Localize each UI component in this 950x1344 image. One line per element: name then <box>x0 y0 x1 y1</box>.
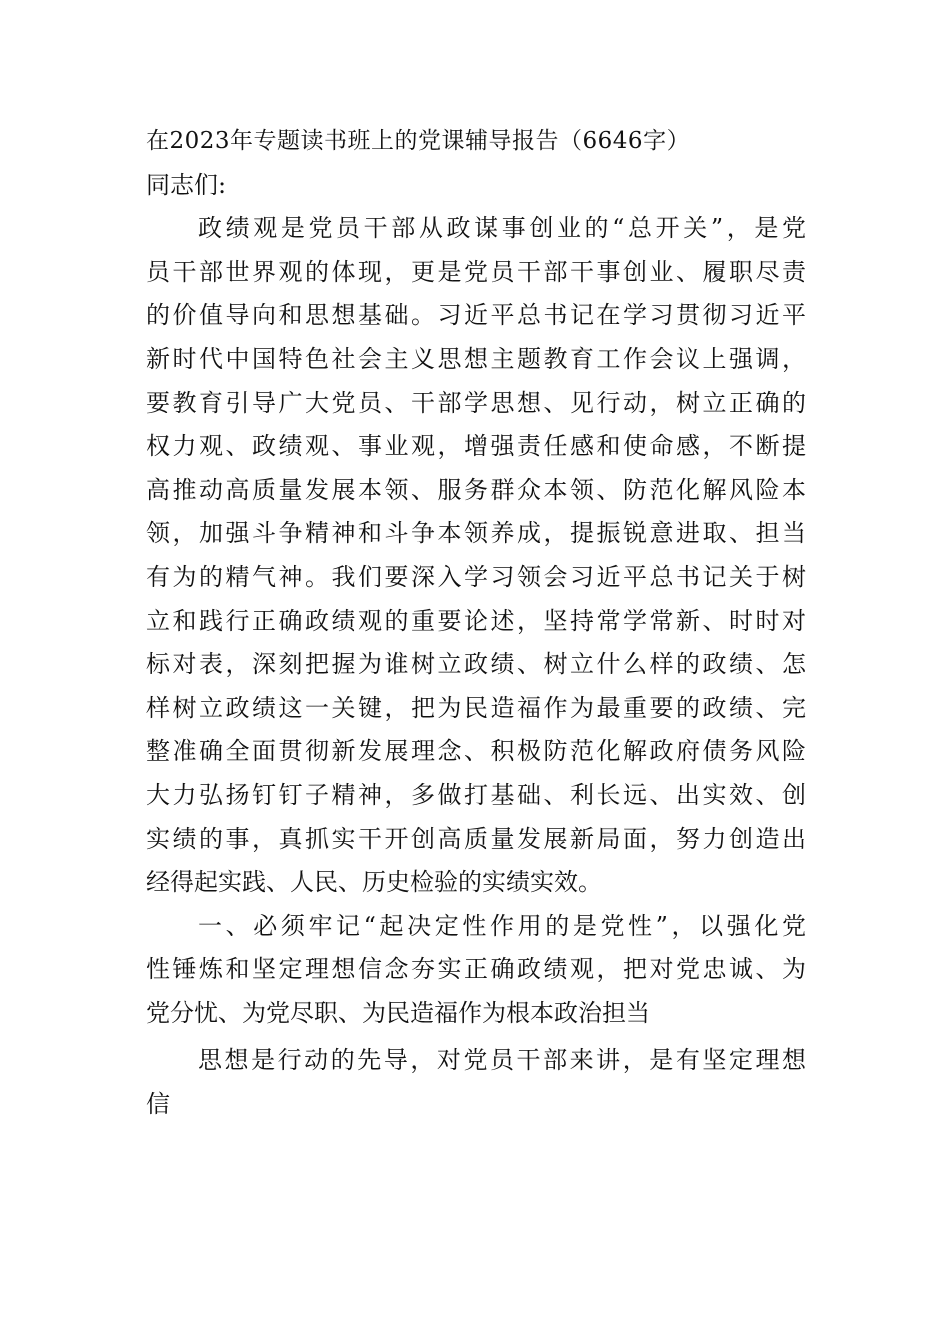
salutation: 同志们: <box>146 170 227 199</box>
document-title: 在2023年专题读书班上的党课辅导报告（6646字） <box>146 128 691 154</box>
paragraph-line: 权力观、政绩观、事业观，增强责任感和使命感，不断提 <box>146 432 806 461</box>
paragraph-line: 经得起实践、人民、历史检验的实绩实效。 <box>146 868 602 897</box>
heading-line: 党分忧、为党尽职、为民造福作为根本政治担当 <box>146 998 650 1027</box>
paragraph-line: 思想是行动的先导，对党员干部来讲，是有坚定理想 <box>198 1046 806 1075</box>
paragraph-line: 实绩的事，真抓实干开创高质量发展新局面，努力创造出 <box>146 824 806 853</box>
paragraph-line: 新时代中国特色社会主义思想主题教育工作会议上强调， <box>146 344 806 373</box>
paragraph-line: 标对表，深刻把握为谁树立政绩、树立什么样的政绩、怎 <box>146 650 806 679</box>
paragraph-line: 政绩观是党员干部从政谋事创业的“总开关”，是党 <box>198 214 806 243</box>
paragraph-line: 要教育引导广大党员、干部学思想、见行动，树立正确的 <box>146 388 806 417</box>
paragraph-line: 员干部世界观的体现，更是党员干部干事创业、履职尽责 <box>146 257 806 286</box>
paragraph-line: 领，加强斗争精神和斗争本领养成，提振锐意进取、担当 <box>146 519 806 548</box>
paragraph-line: 有为的精气神。我们要深入学习领会习近平总书记关于树 <box>146 562 806 591</box>
paragraph-line: 样树立政绩这一关键，把为民造福作为最重要的政绩、完 <box>146 693 806 722</box>
heading-line: 性锤炼和坚定理想信念夯实正确政绩观，把对党忠诚、为 <box>146 955 806 984</box>
paragraph-line: 立和践行正确政绩观的重要论述，坚持常学常新、时时对 <box>146 606 806 635</box>
paragraph-line: 大力弘扬钉钉子精神，多做打基础、利长远、出实效、创 <box>146 780 806 809</box>
paragraph-line: 高推动高质量发展本领、服务群众本领、防范化解风险本 <box>146 475 806 504</box>
heading-line: 一、必须牢记“起决定性作用的是党性”，以强化党 <box>198 911 806 940</box>
paragraph-2 <box>146 1039 806 1126</box>
paragraph-intro <box>146 207 806 905</box>
paragraph-line: 整准确全面贯彻新发展理念、积极防范化解政府债务风险 <box>146 737 806 766</box>
section-heading-1 <box>146 905 806 1036</box>
paragraph-line: 信 <box>146 1090 170 1119</box>
document-body <box>146 120 806 1127</box>
paragraph-line: 的价值导向和思想基础。习近平总书记在学习贯彻习近平 <box>146 301 806 330</box>
